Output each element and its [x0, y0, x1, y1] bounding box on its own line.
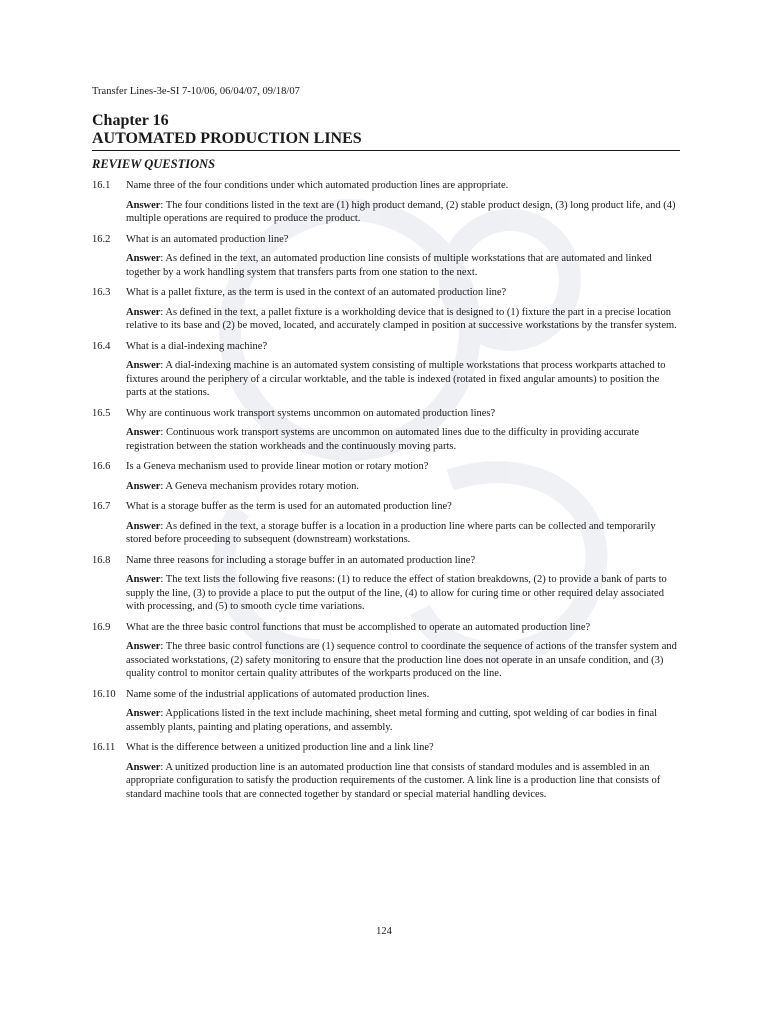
review-question-item [92, 340, 680, 400]
page-number: 124 [376, 926, 392, 937]
answer-label: Answer [126, 761, 161, 773]
review-question-item [92, 286, 680, 333]
question-number: 16.9 [92, 621, 111, 633]
review-question-item [92, 741, 680, 801]
question-number: 16.10 [92, 688, 116, 700]
file-info-header: Transfer Lines-3e-SI 7-10/06, 06/04/07, 09/18/07 [92, 86, 300, 97]
answer-paragraph [126, 761, 680, 802]
answer-text: : As defined in the text, a storage buffer is a location in a production line where parts can be collected and temporarily stored before proceeding to subsequent (downstream) workstations. [126, 520, 656, 545]
review-question-item [92, 500, 680, 547]
answer-text: : A Geneva mechanism provides rotary motion. [160, 480, 360, 492]
question-text: What is the difference between a unitized production line and a link line? [126, 742, 434, 753]
answer-label: Answer [126, 360, 161, 371]
question-number: 16.6 [92, 461, 111, 472]
question-row [92, 741, 680, 755]
answer-text: : As defined in the text, a pallet fixture is a workholding device that is designed to (1) fixture the part in a precise location relative to its base and (2) be moved, located, and accurately clamped in position at successive workstations by the transfer system. [126, 306, 677, 331]
answer-paragraph [126, 252, 680, 279]
review-question-item [92, 179, 680, 226]
review-question-item [92, 554, 680, 614]
answer-text: : As defined in the text, an automated production line consists of multiple workstations that are automated and linked together by a work handling system that transfers parts from one station to the next. [126, 253, 652, 278]
section-heading: REVIEW QUESTIONS [92, 157, 216, 171]
question-text: Name some of the industrial applications of automated production lines. [126, 688, 430, 700]
answer-text: : The text lists the following five reasons: (1) to reduce the effect of station breakdowns, (2) to provide a bank of parts to supply the line, (3) to provide a place to put the output of the line, (4) to allow for curing time or other required delay associated with processing, and (5) to smooth cycle time variations. [126, 574, 667, 612]
answer-paragraph [126, 426, 680, 453]
question-text: Is a Geneva mechanism used to provide linear motion or rotary motion? [126, 461, 429, 472]
question-row [92, 233, 680, 247]
answer-paragraph [126, 707, 680, 734]
question-text: What is a storage buffer as the term is used for an automated production line? [126, 501, 452, 512]
answer-paragraph [126, 573, 680, 614]
chapter-title: AUTOMATED PRODUCTION LINES [92, 130, 680, 151]
answer-text: : A dial-indexing machine is an automated system consisting of multiple workstations that process workparts attached to fixtures around the periphery of a circular worktable, and the table is indexed (rotated in fixed angular amounts) to position the parts at the stations. [126, 360, 666, 398]
question-number: 16.11 [92, 742, 116, 753]
answer-text: : Continuous work transport systems are uncommon on automated lines due to the difficulty in providing accurate registration between the station workheads and the continuously moving parts. [126, 427, 640, 452]
question-text: Name three of the four conditions under which automated production lines are appropriate. [126, 180, 509, 191]
question-row [92, 621, 680, 635]
question-number: 16.2 [92, 233, 111, 245]
answer-paragraph [126, 359, 680, 400]
question-number: 16.5 [92, 407, 111, 419]
question-row [92, 688, 680, 702]
question-number: 16.4 [92, 340, 111, 352]
answer-label: Answer [126, 520, 161, 532]
question-text: What is an automated production line? [126, 233, 289, 245]
answer-label: Answer [126, 306, 161, 318]
question-number: 16.1 [92, 180, 111, 191]
question-text: What is a dial-indexing machine? [126, 340, 268, 352]
question-text: Name three reasons for including a storage buffer in an automated production line? [126, 554, 476, 566]
review-question-item [92, 460, 680, 493]
question-text: What is a pallet fixture, as the term is used in the context of an automated production line? [126, 287, 507, 298]
answer-text: : The three basic control functions are (1) sequence control to coordinate the sequence of actions of the transfer system and associated workstations, (2) safety monitoring to ensure that the production line does not operate in an unsafe condition, and (3) quality control to monitor certain quality attributes of the workparts produced on the line. [126, 641, 677, 679]
answer-paragraph [126, 480, 680, 494]
answer-paragraph [126, 199, 680, 226]
question-text: What are the three basic control functions that must be accomplished to operate an automated production line? [126, 621, 591, 633]
review-questions-list [92, 179, 680, 801]
question-row [92, 460, 680, 474]
question-number: 16.8 [92, 554, 111, 566]
answer-text: : Applications listed in the text include machining, sheet metal forming and cutting, spot welding of car bodies in final assembly plants, painting and plating operations, and assembly. [126, 708, 658, 733]
question-row [92, 500, 680, 514]
question-row [92, 340, 680, 354]
answer-text: : A unitized production line is an automated production line that consists of standard modules and is assembled in an appropriate configuration to satisfy the production requirements of the customer. A link line is a production line that consists of standard machine tools that are connected together by standard or special material handling devices. [126, 761, 661, 800]
answer-label: Answer [126, 253, 161, 264]
question-text: Why are continuous work transport systems uncommon on automated production lines? [126, 407, 496, 419]
answer-text: : The four conditions listed in the text are (1) high product demand, (2) stable product design, (3) long product life, and (4) multiple operations are required to produce the product. [126, 199, 676, 224]
review-question-item [92, 407, 680, 454]
answer-label: Answer [126, 427, 161, 438]
question-row [92, 286, 680, 300]
question-number: 16.3 [92, 287, 111, 298]
answer-label: Answer [126, 708, 161, 719]
answer-label: Answer [126, 641, 161, 652]
chapter-number: Chapter 16 [92, 112, 169, 129]
review-question-item [92, 233, 680, 280]
review-question-item [92, 688, 680, 735]
question-row [92, 179, 680, 193]
question-row [92, 407, 680, 421]
answer-label: Answer [126, 574, 161, 585]
review-question-item [92, 621, 680, 681]
document-content [92, 85, 680, 801]
question-row [92, 554, 680, 568]
answer-label: Answer [126, 199, 161, 211]
answer-label: Answer [126, 480, 161, 492]
answer-paragraph [126, 306, 680, 333]
answer-paragraph [126, 520, 680, 547]
answer-paragraph [126, 640, 680, 681]
question-number: 16.7 [92, 501, 111, 512]
